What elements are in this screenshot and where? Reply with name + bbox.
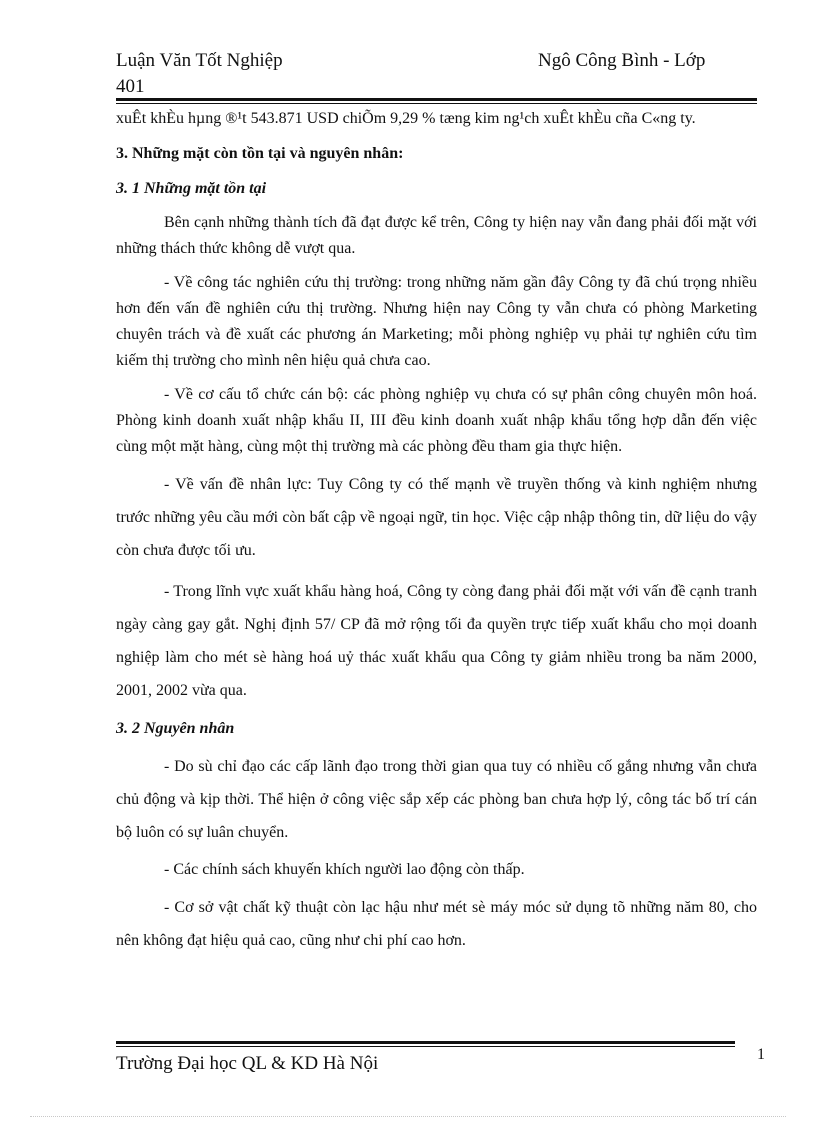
page-number: 1 (757, 1046, 765, 1063)
page-body (116, 106, 757, 957)
footer-school-name: Trường Đại học QL & KD Hà Nội (116, 1053, 379, 1074)
paragraph-incentive-policy: - Các chính sách khuyến khích người lao động còn thấp. (164, 861, 525, 878)
subsection-heading-existing-issues: 3. 1 Những mặt tồn tại (116, 180, 267, 197)
paragraph-facilities: - Cơ sở vật chất kỹ thuật còn lạc hậu như mét sè máy móc sử dụng tõ những năm 80, cho nên không đạt hiệu quả cao, cũng như chi phí cao hơn. (116, 899, 757, 949)
footer-rule-thick (116, 1041, 735, 1044)
footer-rule-thin (116, 1046, 735, 1047)
paragraph-continuation: xuÊt khÈu hµng ®¹t 543.871 USD chiÕm 9,29 % tæng kim ng¹ch xuÊt khÈu cña C«ng ty. (116, 110, 696, 127)
subsection-heading-causes: 3. 2 Nguyên nhân (116, 720, 235, 737)
header-rule-thin (116, 103, 757, 104)
paragraph-intro: Bên cạnh những thành tích đã đạt được kể trên, Công ty hiện nay vẫn đang phải đối mặt với những thách thức không dễ vượt qua. (116, 214, 757, 257)
header-class-number: 401 (116, 76, 145, 97)
paragraph-leadership: - Do sù chỉ đạo các cấp lãnh đạo trong thời gian qua tuy có nhiều cố gắng nhưng vẫn chưa chủ động và kịp thời. Thể hiện ở công việc sắp xếp các phòng ban chưa hợp lý, công tác bố trí cán bộ luôn có sự luân chuyển. (116, 758, 757, 841)
paragraph-human-resources: - Về vấn đề nhân lực: Tuy Công ty có thế mạnh về truyền thống và kinh nghiệm nhưng trước những yêu cầu mới còn bất cập về ngoại ngữ, tin học. Việc cập nhập thông tin, dữ liệu do vậy còn chưa được tối ưu. (116, 476, 757, 559)
running-header-left (116, 48, 283, 100)
section-heading: 3. Những mặt còn tồn tại và nguyên nhân: (116, 145, 404, 162)
paragraph-export-competition: - Trong lĩnh vực xuất khẩu hàng hoá, Công ty còng đang phải đối mặt với vấn đề cạnh tranh ngày càng gay gắt. Nghị định 57/ CP đã mở rộng tối đa quyền trực tiếp xuất khẩu cho mọi doanh nghiệp làm cho mét sè hàng hoá uỷ thác xuất khẩu qua Công ty giảm nhiều trong ba năm 2000, 2001, 2002 vừa qua. (116, 583, 757, 699)
header-thesis-title: Luận Văn Tốt Nghiệp (116, 50, 283, 71)
header-rule-thick (116, 98, 757, 101)
header-author: Ngô Công Bình - Lớp (538, 50, 706, 71)
page-bottom-dotted-border (30, 1116, 786, 1117)
paragraph-org-structure: - Về cơ cấu tổ chức cán bộ: các phòng nghiệp vụ chưa có sự phân công chuyên môn hoá. Phòng kinh doanh xuất nhập khẩu II, III đều kinh doanh xuất nhập khẩu tổng hợp dẫn đến việc cùng một mặt hàng, cùng một thị trường mà các phòng đều tham gia thực hiện. (116, 386, 757, 455)
paragraph-market-research: - Về công tác nghiên cứu thị trường: trong những năm gần đây Công ty đã chú trọng nhiều hơn đến vấn đề nghiên cứu thị trường. Nhưng hiện nay Công ty vẫn chưa có phòng Marketing chuyên trách và đề xuất các phương án Marketing; mỗi phòng nghiệp vụ phải tự nghiên cứu tìm kiếm thị trường cho mình nên hiệu quả chưa cao. (116, 274, 757, 369)
